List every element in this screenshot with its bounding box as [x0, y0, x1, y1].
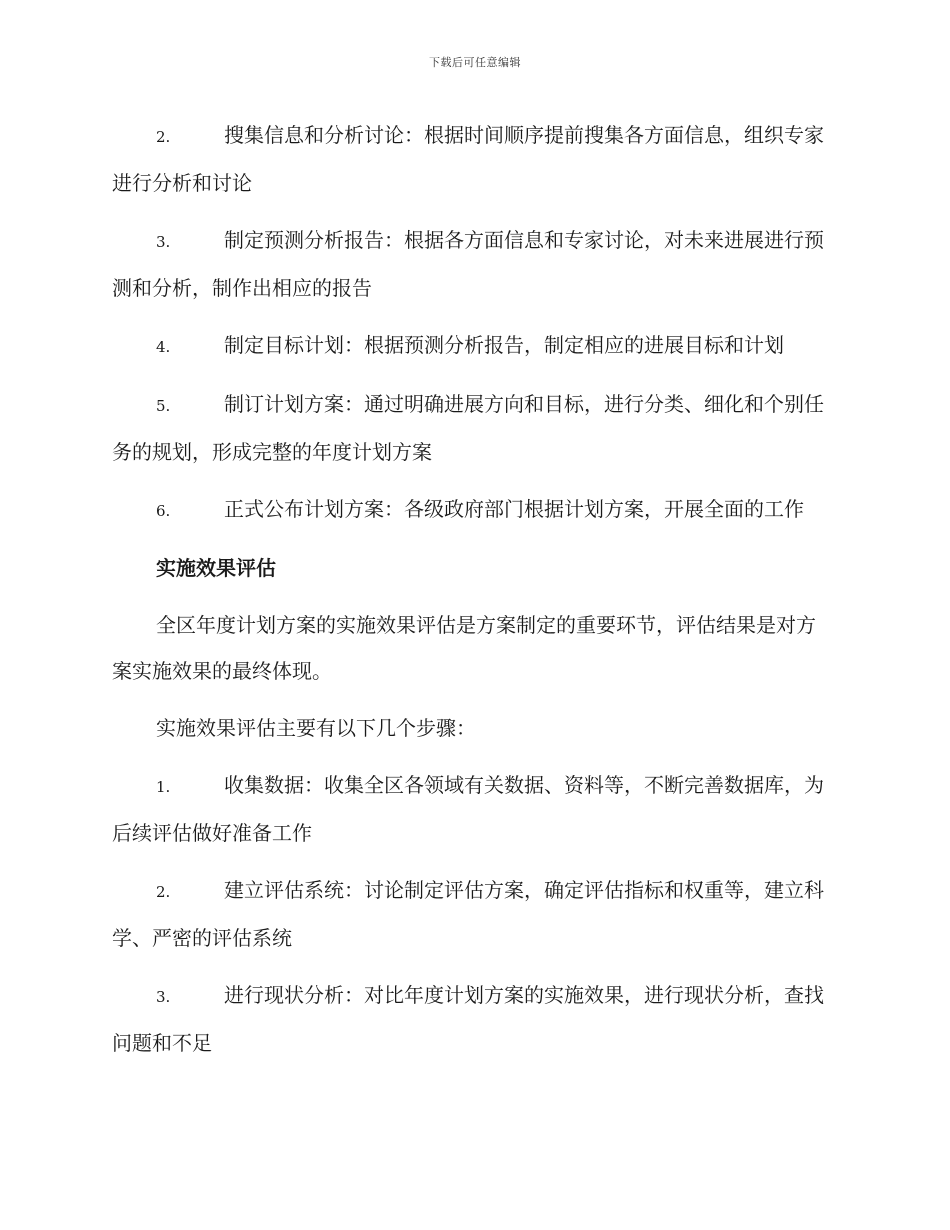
- list-text: 搜集信息和分析讨论：根据时间顺序提前搜集各方面信息，组织专家进行分析和讨论: [112, 123, 824, 195]
- list-item: [112, 112, 834, 206]
- page-header: 下载后可任意编辑: [429, 56, 521, 69]
- list-number: 1.: [156, 778, 171, 796]
- list-item: [112, 762, 834, 856]
- list-item: [112, 322, 834, 370]
- list-text: 正式公布计划方案：各级政府部门根据计划方案，开展全面的工作: [224, 497, 804, 521]
- section-heading: 实施效果评估: [156, 556, 276, 580]
- list-text: 建立评估系统：讨论制定评估方案，确定评估指标和权重等，建立科学、严密的评估系统: [112, 878, 824, 950]
- document-body: [112, 112, 834, 1077]
- paragraph: 实施效果评估主要有以下几个步骤：: [156, 716, 476, 740]
- list-number: 2.: [156, 883, 171, 901]
- list-number: 3.: [156, 988, 171, 1006]
- list-item: [112, 486, 834, 534]
- list-number: 2.: [156, 128, 171, 146]
- list-text: 进行现状分析：对比年度计划方案的实施效果，进行现状分析，查找问题和不足: [112, 983, 824, 1055]
- list-item: [112, 972, 834, 1066]
- list-number: 4.: [156, 338, 171, 356]
- list-number: 5.: [156, 397, 171, 415]
- list-text: 制定预测分析报告：根据各方面信息和专家讨论，对未来进展进行预测和分析，制作出相应的报告: [112, 228, 824, 300]
- list-number: 3.: [156, 233, 171, 251]
- list-text: 收集数据：收集全区各领域有关数据、资料等，不断完善数据库，为后续评估做好准备工作: [112, 773, 824, 845]
- list-number: 6.: [156, 502, 171, 520]
- list-text: 制定目标计划：根据预测分析报告，制定相应的进展目标和计划: [224, 333, 784, 357]
- list-item: [112, 217, 834, 311]
- paragraph: 全区年度计划方案的实施效果评估是方案制定的重要环节，评估结果是对方案实施效果的最终体现。: [112, 613, 816, 683]
- list-text: 制订计划方案：通过明确进展方向和目标，进行分类、细化和个别任务的规划，形成完整的年度计划方案: [112, 392, 824, 464]
- list-item: [112, 381, 834, 475]
- list-item: [112, 867, 834, 961]
